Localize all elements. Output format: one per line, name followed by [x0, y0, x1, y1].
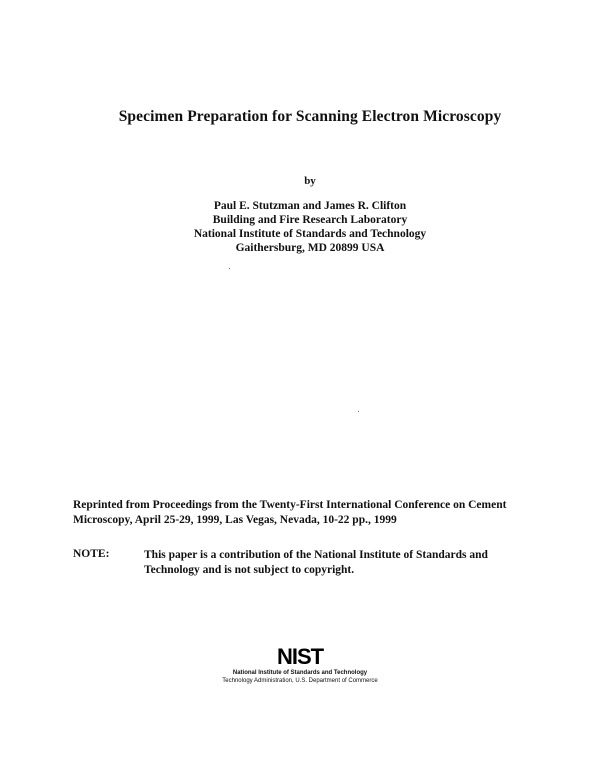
- author-block: [0, 199, 600, 255]
- reprint-line-1: Reprinted from Proceedings from the Twenty-First International Conference on Cement: [73, 499, 507, 511]
- author-names: Paul E. Stutzman and James R. Clifton: [213, 200, 407, 212]
- nist-logo-mark: NIST: [276, 644, 324, 669]
- note-text: [144, 548, 544, 578]
- note-label: NOTE:: [73, 548, 110, 560]
- scan-speck: [229, 268, 230, 269]
- reprint-line-2: Microscopy, April 25-29, 1999, Las Vegas, Nevada, 10-22 pp., 1999: [73, 514, 397, 526]
- author-laboratory: Building and Fire Research Laboratory: [212, 214, 408, 226]
- note-line-2: Technology and is not subject to copyright.: [144, 564, 355, 576]
- document-title: Specimen Preparation for Scanning Electron Microscopy: [118, 108, 502, 125]
- nist-logo-administration: Technology Administration, U.S. Department of Commerce: [222, 678, 378, 684]
- nist-logo-institute: National Institute of Standards and Technology: [232, 670, 368, 676]
- reprint-note: [73, 498, 553, 528]
- author-address: Gaithersburg, MD 20899 USA: [235, 242, 385, 254]
- scan-speck: [358, 411, 359, 412]
- author-institute: National Institute of Standards and Technology: [193, 228, 427, 240]
- note-line-1: This paper is a contribution of the National Institute of Standards and: [144, 549, 488, 561]
- nist-logo: [200, 646, 400, 685]
- by-line: by: [304, 175, 316, 187]
